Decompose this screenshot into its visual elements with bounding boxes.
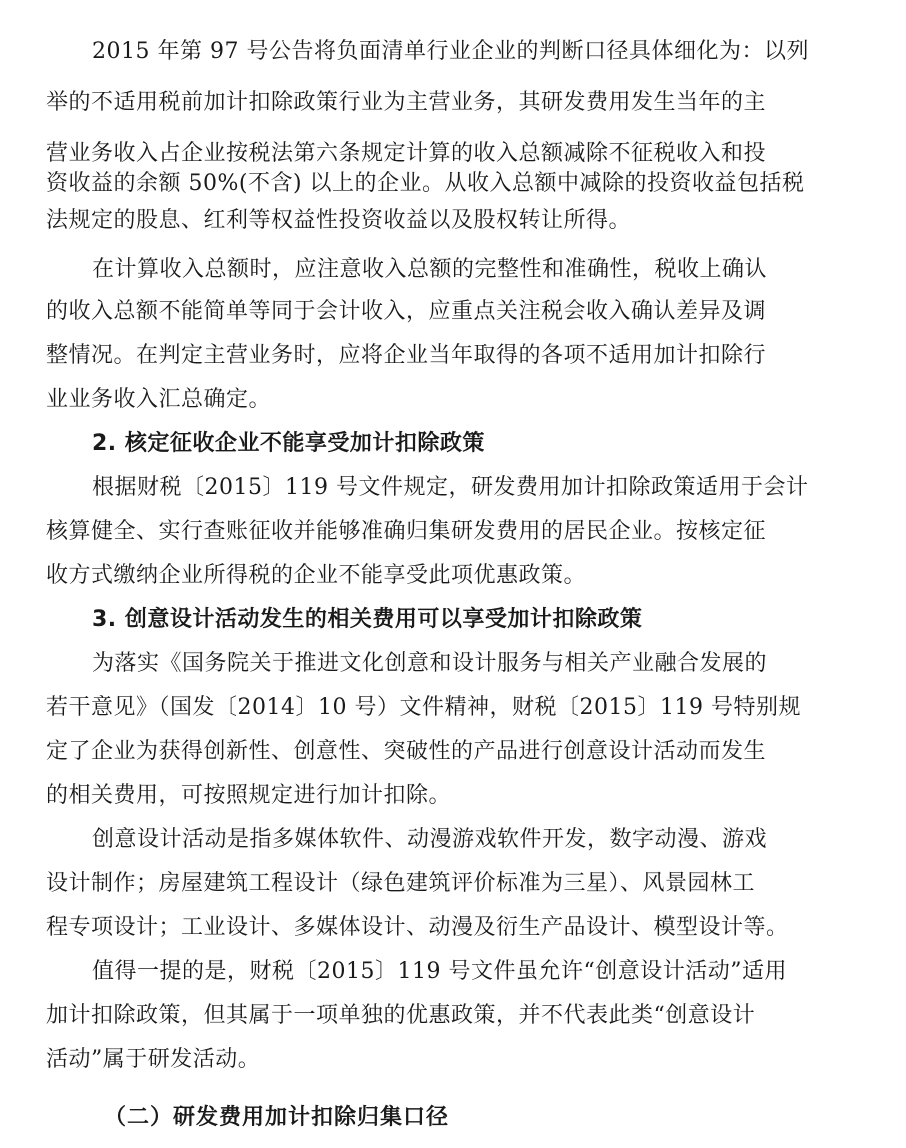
subsection-heading: 2. 核定征收企业不能享受加计扣除政策 (92, 431, 485, 456)
section-heading: （二）研发费用加计扣除归集口径 (104, 1105, 450, 1130)
paragraph-line: 设计制作；房屋建筑工程设计（绿色建筑评价标准为三星）、风景园林工 (46, 871, 756, 896)
paragraph-line: 2015 年第 97 号公告将负面清单行业企业的判断口径具体细化为：以列 (92, 39, 809, 64)
paragraph-line: 加计扣除政策，但其属于一项单独的优惠政策，并不代表此类“创意设计 (46, 1003, 756, 1028)
paragraph-line: 在计算收入总额时，应注意收入总额的完整性和准确性，税收上确认 (92, 257, 768, 282)
paragraph-line: 业业务收入汇总确定。 (46, 387, 272, 412)
paragraph-line: 举的不适用税前加计扣除政策行业为主营业务，其研发费用发生当年的主 (46, 90, 767, 115)
paragraph-line: 创意设计活动是指多媒体软件、动漫游戏软件开发，数字动漫、游戏 (92, 827, 768, 852)
paragraph-line: 资收益的余额 50%(不含) 以上的企业。从收入总额中减除的投资收益包括税 (46, 171, 805, 196)
paragraph-line: 的收入总额不能简单等同于会计收入，应重点关注税会收入确认差异及调 (46, 299, 767, 324)
paragraph-line: 营业务收入占企业按税法第六条规定计算的收入总额减除不征税收入和投 (46, 141, 767, 166)
paragraph-line: 值得一提的是，财税〔2015〕119 号文件虽允许“创意设计活动”适用 (92, 959, 787, 984)
paragraph-line: 为落实《国务院关于推进文化创意和设计服务与相关产业融合发展的 (92, 651, 768, 676)
paragraph-line: 根据财税〔2015〕119 号文件规定，研发费用加计扣除政策适用于会计 (92, 475, 809, 500)
paragraph-line: 收方式缴纳企业所得税的企业不能享受此项优惠政策。 (46, 563, 587, 588)
subsection-heading: 3. 创意设计活动发生的相关费用可以享受加计扣除政策 (92, 607, 643, 632)
paragraph-line: 法规定的股息、红利等权益性投资收益以及股权转让所得。 (46, 208, 632, 233)
paragraph-line: 定了企业为获得创新性、创意性、突破性的产品进行创意设计活动而发生 (46, 739, 767, 764)
paragraph-line: 程专项设计；工业设计、多媒体设计、动漫及衍生产品设计、模型设计等。 (46, 915, 789, 940)
paragraph-line: 的相关费用，可按照规定进行加计扣除。 (46, 783, 452, 808)
paragraph-line: 若干意见》（国发〔2014〕10 号）文件精神，财税〔2015〕119 号特别规 (46, 695, 801, 720)
paragraph-line: 核算健全、实行查账征收并能够准确归集研发费用的居民企业。按核定征 (46, 519, 767, 544)
paragraph-line: 整情况。在判定主营业务时，应将企业当年取得的各项不适用加计扣除行 (46, 343, 767, 368)
paragraph-line: 活动”属于研发活动。 (46, 1047, 261, 1072)
